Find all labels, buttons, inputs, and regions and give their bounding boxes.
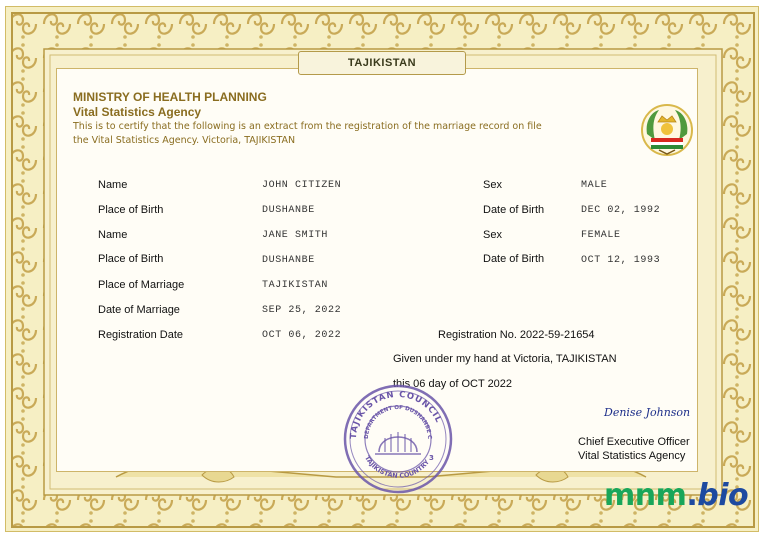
- certify-line-1: This is to certify that the following is an extract from the registration of the marriage record on file: [73, 121, 542, 132]
- seal-ring-bottom: TAJIKISTAN COUNTRY: [362, 454, 432, 480]
- label-sex-1: Sex: [483, 179, 502, 191]
- value-place-of-birth-2: DUSHANBE: [262, 255, 315, 266]
- value-date-of-birth-1: DEC 02, 1992: [581, 205, 661, 216]
- watermark-logo: [604, 478, 748, 513]
- agency-title: Vital Statistics Agency: [73, 105, 202, 119]
- seal-number: 3: [429, 454, 434, 462]
- label-name-2: Name: [98, 229, 128, 241]
- national-emblem-icon: [637, 100, 697, 158]
- official-seal-stamp: [341, 382, 456, 497]
- label-date-of-birth-1: Date of Birth: [483, 204, 545, 216]
- registration-number: Registration No. 2022-59-21654: [438, 329, 595, 341]
- watermark-part-1: mnm: [604, 478, 687, 513]
- value-sex-2: FEMALE: [581, 230, 621, 241]
- officer-block: [578, 435, 690, 463]
- label-date-of-marriage: Date of Marriage: [98, 304, 180, 316]
- label-name-1: Name: [98, 179, 128, 191]
- ministry-title: MINISTRY OF HEALTH PLANNING: [73, 90, 267, 104]
- officer-signature: Denise Johnson: [604, 406, 691, 419]
- value-name-2: JANE SMITH: [262, 230, 329, 241]
- seal-ring-top: TAJIKISTAN COUNCIL: [348, 389, 444, 440]
- certify-line-2: the Vital Statistics Agency. Victoria, TAJIKISTAN: [73, 135, 296, 146]
- value-date-of-marriage: SEP 25, 2022: [262, 305, 342, 316]
- value-date-of-birth-2: OCT 12, 1993: [581, 255, 661, 266]
- svg-text:TAJIKISTAN COUNTRY: [363, 454, 431, 480]
- value-place-of-marriage: TAJIKISTAN: [262, 280, 329, 291]
- label-place-of-birth-1: Place of Birth: [98, 204, 164, 216]
- issue-day-line: this 06 day of OCT 2022: [393, 378, 513, 390]
- value-sex-1: MALE: [581, 180, 608, 191]
- watermark-dot: .: [686, 478, 698, 513]
- value-place-of-birth-1: DUSHANBE: [262, 205, 315, 216]
- given-under-hand: Given under my hand at Victoria, TAJIKISTAN: [393, 353, 617, 365]
- certification-text: [73, 120, 543, 148]
- value-registration-date: OCT 06, 2022: [262, 330, 342, 341]
- label-place-of-marriage: Place of Marriage: [98, 279, 185, 291]
- label-date-of-birth-2: Date of Birth: [483, 253, 545, 265]
- officer-title: Chief Executive Officer: [578, 436, 690, 448]
- label-sex-2: Sex: [483, 229, 502, 241]
- country-tab: TAJIKISTAN: [298, 51, 466, 75]
- officer-agency: Vital Statistics Agency: [578, 450, 686, 462]
- seal-ring-inner: DEPARTMENT OF DUSHANBE C: [363, 404, 433, 440]
- label-place-of-birth-2: Place of Birth: [98, 253, 164, 265]
- watermark-part-2: bio: [697, 478, 749, 513]
- label-registration-date: Registration Date: [98, 329, 183, 341]
- value-name-1: JOHN CITIZEN: [262, 180, 342, 191]
